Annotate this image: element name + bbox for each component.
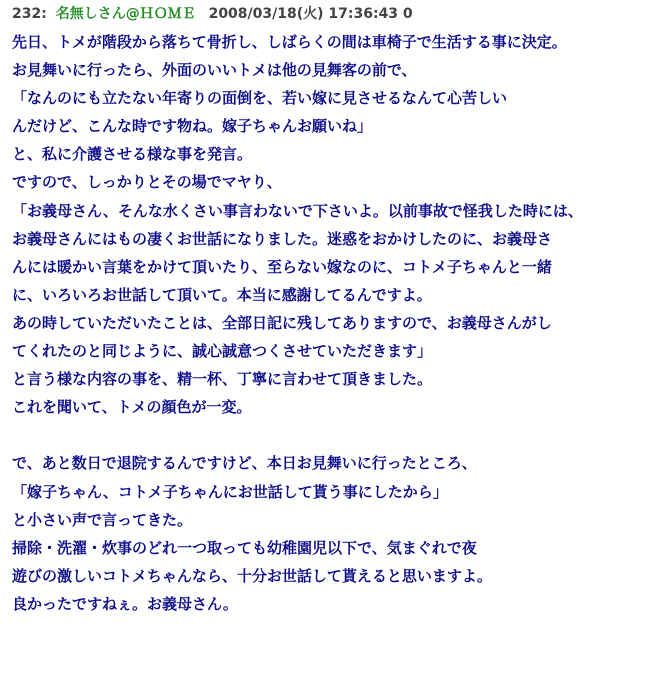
post-line: 掃除・洗濯・炊事のどれ一つ取っても幼稚園児以下で、気まぐれで夜 (12, 538, 477, 557)
post-line: で、あと数日で退院するんですけど、本日お見舞いに行ったところ、 (12, 454, 477, 473)
post-line: ですので、しっかりとその場でマヤり、 (12, 173, 282, 192)
post-line: 先日、トメが階段から落ちて骨折し、しばらくの間は車椅子で生活する事に決定。 (12, 33, 567, 51)
post-body (12, 28, 656, 618)
post-line: に、いろいろお世話して頂いて。本当に感謝してるんですよ。 (12, 285, 432, 304)
post-line: てくれたのと同じように、誠心誠意つくさせていただきます」 (12, 342, 433, 361)
post-line: 「嫁子ちゃん、コトメ子ちゃんにお世話して貰う事にしたから」 (12, 482, 448, 501)
post-line: お義母さんにはもの凄くお世話になりました。迷惑をおかけしたのに、お義母さ (12, 229, 553, 248)
post-line: これを聞いて、トメの顔色が一変。 (12, 398, 252, 417)
post-line: んだけど、こんな時です物ね。嫁子ちゃんお願いね」 (12, 117, 373, 136)
post-line: 「なんのにも立たない年寄りの面倒を、若い嫁に見させるなんて心苦しい (12, 89, 508, 108)
blank-line (12, 421, 656, 449)
post-line: と、私に介護させる様な事を発言。 (12, 145, 253, 164)
post-line: 良かったですねぇ。お義母さん。 (12, 594, 238, 613)
post-line: あの時していただいたことは、全部日記に残してありますので、お義母さんがし (12, 313, 552, 332)
post-date: 2008/03/18(火) 17:36:43 0 (208, 6, 413, 22)
post-header (12, 3, 656, 25)
post-line: と小さい声で言ってきた。 (12, 510, 193, 529)
post-line: 遊びの激しいコトメちゃんなら、十分お世話して貰えると思いますよ。 (12, 566, 492, 585)
post-line: お見舞いに行ったら、外面のいいトメは他の見舞客の前で、 (12, 61, 417, 80)
post-line: 「お義母さん、そんな水くさい事言わないで下さいよ。以前事故で怪我した時には、 (12, 201, 583, 220)
post-number: 232: (12, 6, 47, 22)
poster-name: 名無しさん@ＨＯＭＥ (55, 6, 196, 22)
post-line: と言う様な内容の事を、精一杯、丁寧に言わせて頂きました。 (12, 370, 433, 389)
post-line: んには暖かい言葉をかけて頂いたり、至らない嫁なのに、コトメ子ちゃんと一緒 (12, 257, 552, 276)
